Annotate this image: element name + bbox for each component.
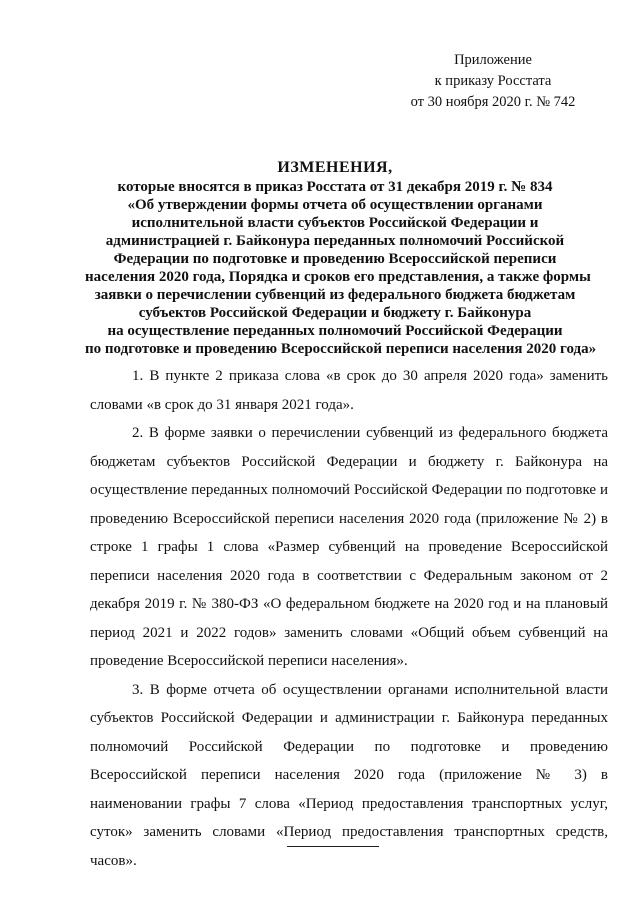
title-heading: ИЗМЕНЕНИЯ, bbox=[277, 159, 393, 176]
paragraph-2: 2. В форме заявки о перечислении субвенций из федерального бюджета бюджетам субъектов Российской Федерации и бюджету г. Байконура на осуществление переданных полномочий Российской Федерации по подготовке и проведению Всероссийской переписи населения 2020 года (приложение № 2) в строке 1 графы 1 слова «Размер субвенций на проведение Всероссийской переписи населения 2020 года в соответствии с Федеральным законом от 2 декабря 2019 г. № 380-ФЗ «О федеральном бюджете на 2020 год и на плановый период 2021 и 2022 годов» заменить словами «Общий объем субвенций на проведение Всероссийской переписи населения». bbox=[90, 425, 608, 669]
annex-line-2: к приказу Росстата bbox=[434, 73, 552, 89]
title-line: субъектов Российской Федерации и бюджету г. Байконура bbox=[138, 305, 532, 321]
title-line: исполнительной власти субъектов Российской Федерации и bbox=[131, 215, 539, 231]
document-body bbox=[90, 362, 608, 875]
end-separator-line bbox=[287, 846, 379, 847]
annex-line-3: от 30 ноября 2020 г. № 742 bbox=[410, 94, 576, 110]
title-line: по подготовке и проведению Всероссийской переписи населения 2020 года» bbox=[85, 341, 597, 357]
title-line: «Об утверждении формы отчета об осуществлении органами bbox=[127, 197, 543, 213]
title-line: населения 2020 года, Порядка и сроков его представления, а также формы bbox=[85, 269, 591, 285]
title-line: на осуществление переданных полномочий Российской Федерации bbox=[107, 323, 563, 339]
annex-note bbox=[398, 50, 588, 113]
paragraph-3: 3. В форме отчета об осуществлении органами исполнительной власти субъектов Российской Федерации и администрации г. Байконура переданных полномочий Российской Федерации по подготовке и проведению Всероссийской переписи населения 2020 года (приложение № 3) в наименовании графы 7 слова «Период предоставления транспортных услуг, суток» заменить словами «Период предоставления транспортных средств, часов». bbox=[90, 681, 608, 869]
title-line: которые вносятся в приказ Росстата от 31 декабря 2019 г. № 834 bbox=[117, 179, 553, 195]
paragraph-1: 1. В пункте 2 приказа слова «в срок до 30 апреля 2020 года» заменить словами «в срок до 31 января 2021 года». bbox=[90, 368, 608, 413]
title-line: Федерации по подготовке и проведению Всероссийской переписи bbox=[113, 251, 557, 267]
title-line: администрацией г. Байконура переданных полномочий Российской bbox=[105, 233, 565, 249]
document-title bbox=[85, 158, 597, 358]
annex-line-1: Приложение bbox=[454, 52, 532, 68]
title-line: заявки о перечислении субвенций из федерального бюджета бюджетам bbox=[94, 287, 576, 303]
